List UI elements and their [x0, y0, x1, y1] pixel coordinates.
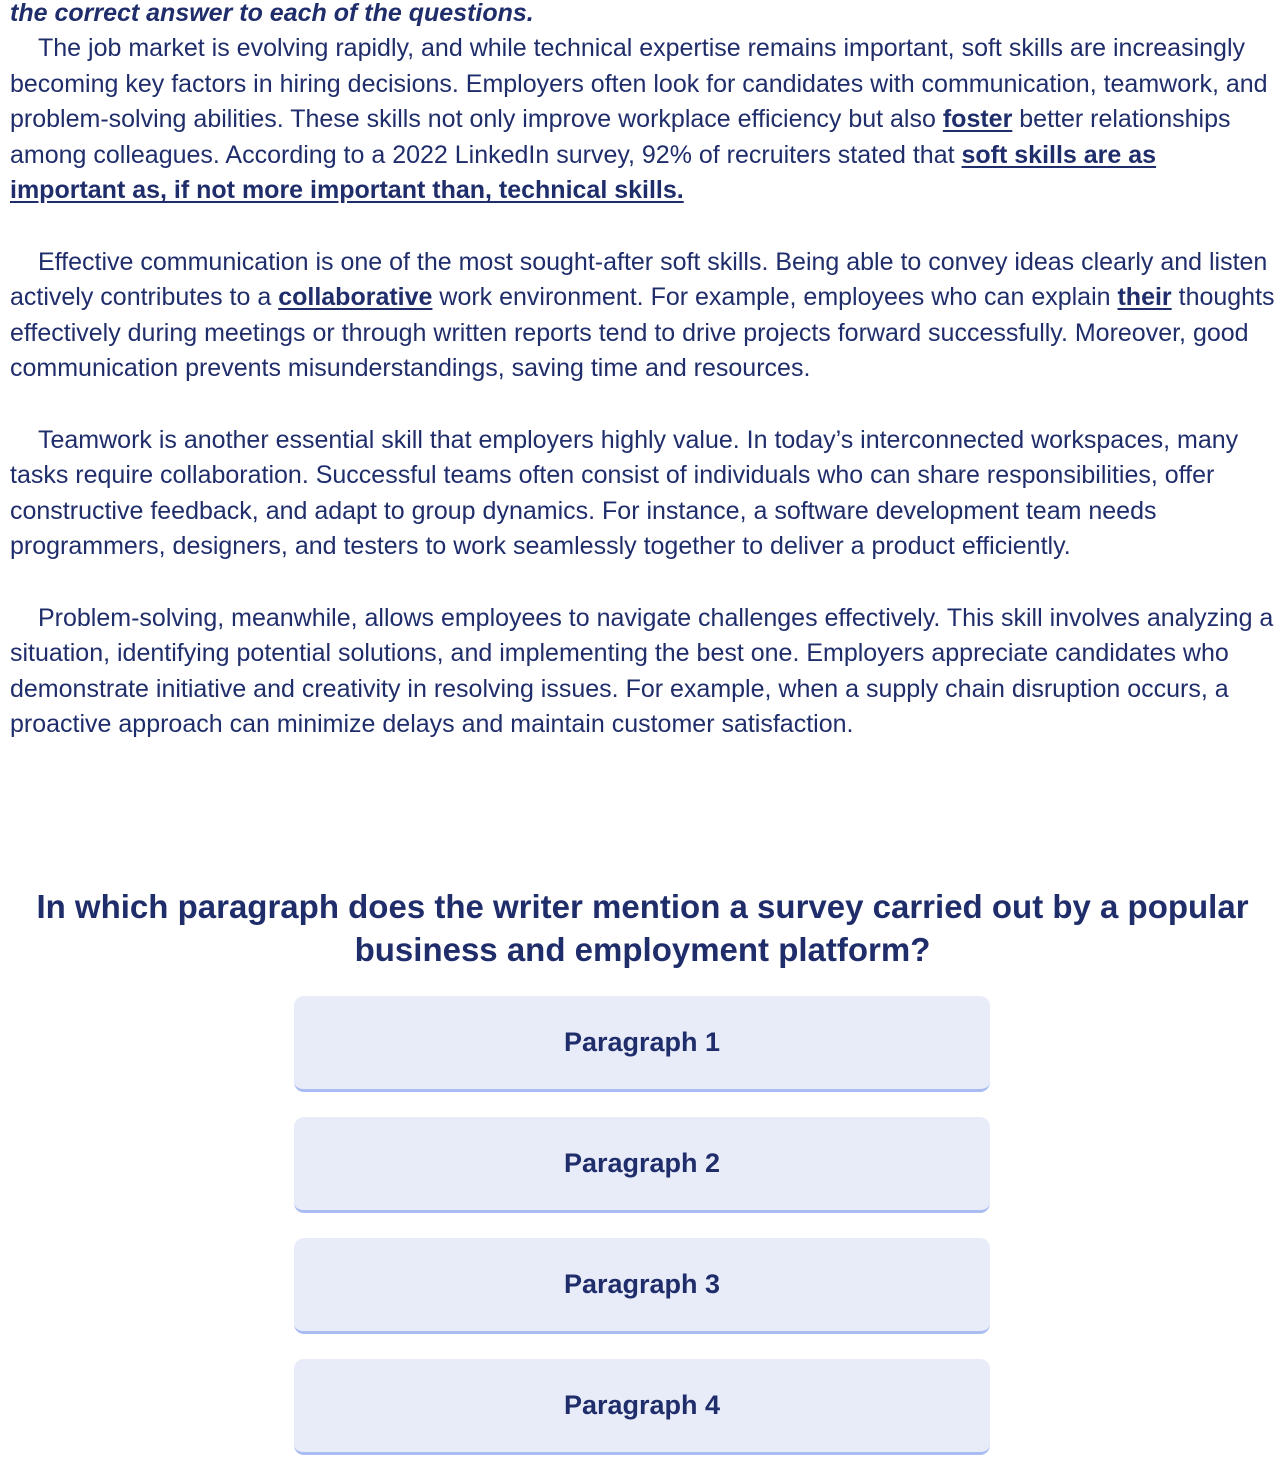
paragraph-2-text-b: work environment. For example, employees who can explain [432, 283, 1118, 312]
paragraph-2-text-a: Effective communication is one of the most sought-after soft skills. Being able to convey ideas clearly and listen actively contributes to a [10, 247, 1268, 312]
paragraph-2 [10, 245, 1278, 387]
underlined-word-their: their [1117, 283, 1172, 312]
option-paragraph-1[interactable]: Paragraph 1 [294, 996, 990, 1092]
paragraph-1-text-b: better relationships among colleagues. According to a 2022 LinkedIn survey, 92% of recruiters stated that [10, 105, 1231, 169]
underlined-word-collaborative: collaborative [278, 283, 433, 312]
reading-passage [10, 31, 1278, 743]
question-text: In which paragraph does the writer mention a survey carried out by a popular business and employment platform? [36, 888, 1249, 968]
option-paragraph-2[interactable]: Paragraph 2 [294, 1117, 990, 1213]
option-paragraph-4[interactable]: Paragraph 4 [294, 1359, 990, 1455]
instruction-text: the correct answer to each of the questions. [10, 0, 534, 27]
answer-options [294, 996, 990, 1462]
paragraph-4: Problem-solving, meanwhile, allows employees to navigate challenges effectively. This skill involves analyzing a situation, identifying potential solutions, and implementing the best one. Employers appreciate candidates who demonstrate initiative and creativity in resolving issues. For example, when a supply chain disruption occurs, a proactive approach can minimize delays and maintain customer satisfaction. [10, 603, 1274, 739]
paragraph-2-text-c: thoughts effectively during meetings or through written reports tend to drive projects forward successfully. Moreover, good communication prevents misunderstandings, saving time and resources. [10, 283, 1275, 383]
underlined-phrase-soft-skills: soft skills are as important as, if not more important than, technical skills. [10, 140, 1157, 205]
underlined-word-foster: foster [942, 105, 1013, 134]
paragraph-3: Teamwork is another essential skill that employers highly value. In today’s interconnected workspaces, many tasks require collaboration. Successful teams often consist of individuals who can share responsibilities, offer constructive feedback, and adapt to group dynamics. For instance, a software development team needs programmers, designers, and testers to work seamlessly together to deliver a product efficiently. [10, 425, 1239, 561]
paragraph-1-text-a: The job market is evolving rapidly, and while technical expertise remains important, soft skills are increasingly becoming key factors in hiring decisions. Employers often look for candidates with communication, teamwork, and problem-solving abilities. These skills not only improve workplace efficiency but also [10, 34, 1268, 134]
option-paragraph-3[interactable]: Paragraph 3 [294, 1238, 990, 1334]
paragraph-1 [10, 31, 1278, 209]
